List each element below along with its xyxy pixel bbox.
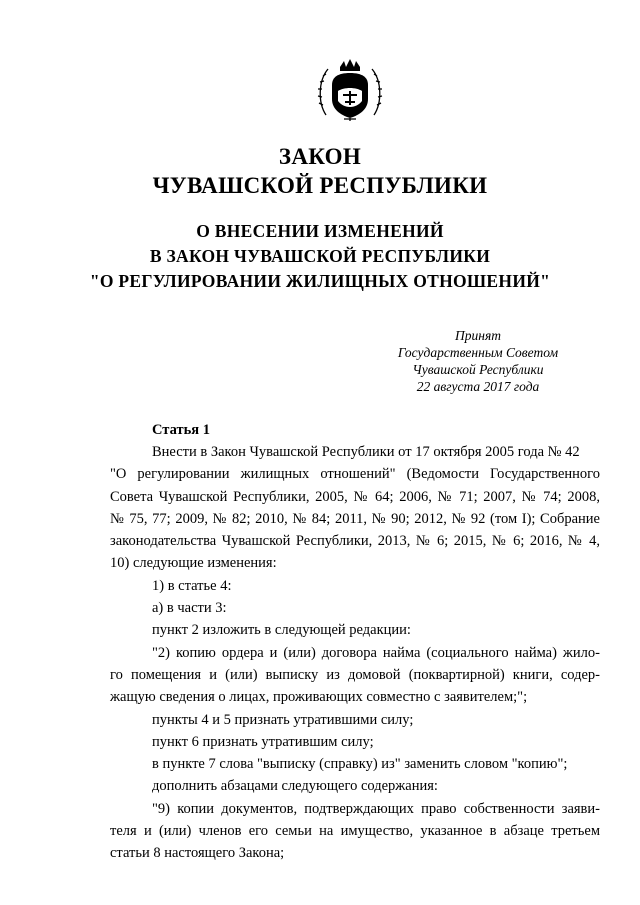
body-line: го помещения и (или) выписку из домовой (поквартирной) книги, содер- — [110, 666, 600, 683]
adoption-note — [378, 327, 578, 395]
law-title: ЗАКОН — [278, 144, 362, 169]
body-line: дополнить абзацами следующего содержания: — [152, 778, 438, 795]
adoption-date: 22 августа 2017 года — [416, 379, 540, 394]
body-line: "2) копию ордера и (или) договора найма (социального найма) жило- — [152, 644, 600, 661]
law-title-republic: ЧУВАШСКОЙ РЕСПУБЛИКИ — [152, 173, 488, 198]
body-line: 10) следующие изменения: — [110, 555, 277, 572]
body-line: законодательства Чувашской Республики, 2013, № 6; 2015, № 6; 2016, № 4, — [110, 533, 600, 550]
coat-of-arms-icon — [316, 55, 384, 123]
body-line: жащую сведения о лицах, проживающих совместно с заявителем;"; — [110, 689, 528, 706]
body-line: Совета Чувашской Республики, 2005, № 64; 2006, № 71; 2007, № 74; 2008, — [110, 488, 600, 505]
adoption-note-line: Принят — [455, 328, 501, 343]
adoption-note-line: Чувашской Республики — [412, 362, 544, 377]
article-body — [110, 419, 600, 865]
article-heading: Статья 1 — [152, 422, 210, 438]
body-line: в пункте 7 слова "выписку (справку) из" заменить словом "копию"; — [152, 756, 568, 773]
law-subtitle-line2: В ЗАКОН ЧУВАШСКОЙ РЕСПУБЛИКИ — [149, 246, 491, 266]
body-line: № 75, 77; 2009, № 82; 2010, № 84; 2011, № 90; 2012, № 92 (том I); Собрание — [110, 510, 600, 527]
body-line: "9) копии документов, подтверждающих право собственности заяви- — [152, 800, 600, 817]
body-line: а) в части 3: — [152, 600, 227, 617]
body-line: статьи 8 настоящего Закона; — [110, 845, 285, 862]
law-subtitle-line3: "О РЕГУЛИРОВАНИИ ЖИЛИЩНЫХ ОТНОШЕНИЙ" — [89, 271, 551, 291]
body-line: пункт 2 изложить в следующей редакции: — [152, 622, 411, 639]
body-line: 1) в статье 4: — [152, 577, 232, 594]
body-line: теля и (или) членов его семьи на имущество, указанное в абзаце третьем — [110, 823, 600, 840]
body-line: пункт 6 признать утратившим силу; — [152, 733, 374, 750]
body-line: Внести в Закон Чувашской Республики от 17 октября 2005 года № 42 — [152, 444, 580, 460]
body-line: "О регулировании жилищных отношений" (Ведомости Государственного — [110, 466, 600, 483]
law-subtitle-line1: О ВНЕСЕНИИ ИЗМЕНЕНИЙ — [196, 221, 444, 241]
adoption-note-line: Государственным Советом — [397, 345, 559, 360]
body-line: пункты 4 и 5 признать утратившими силу; — [152, 711, 414, 728]
